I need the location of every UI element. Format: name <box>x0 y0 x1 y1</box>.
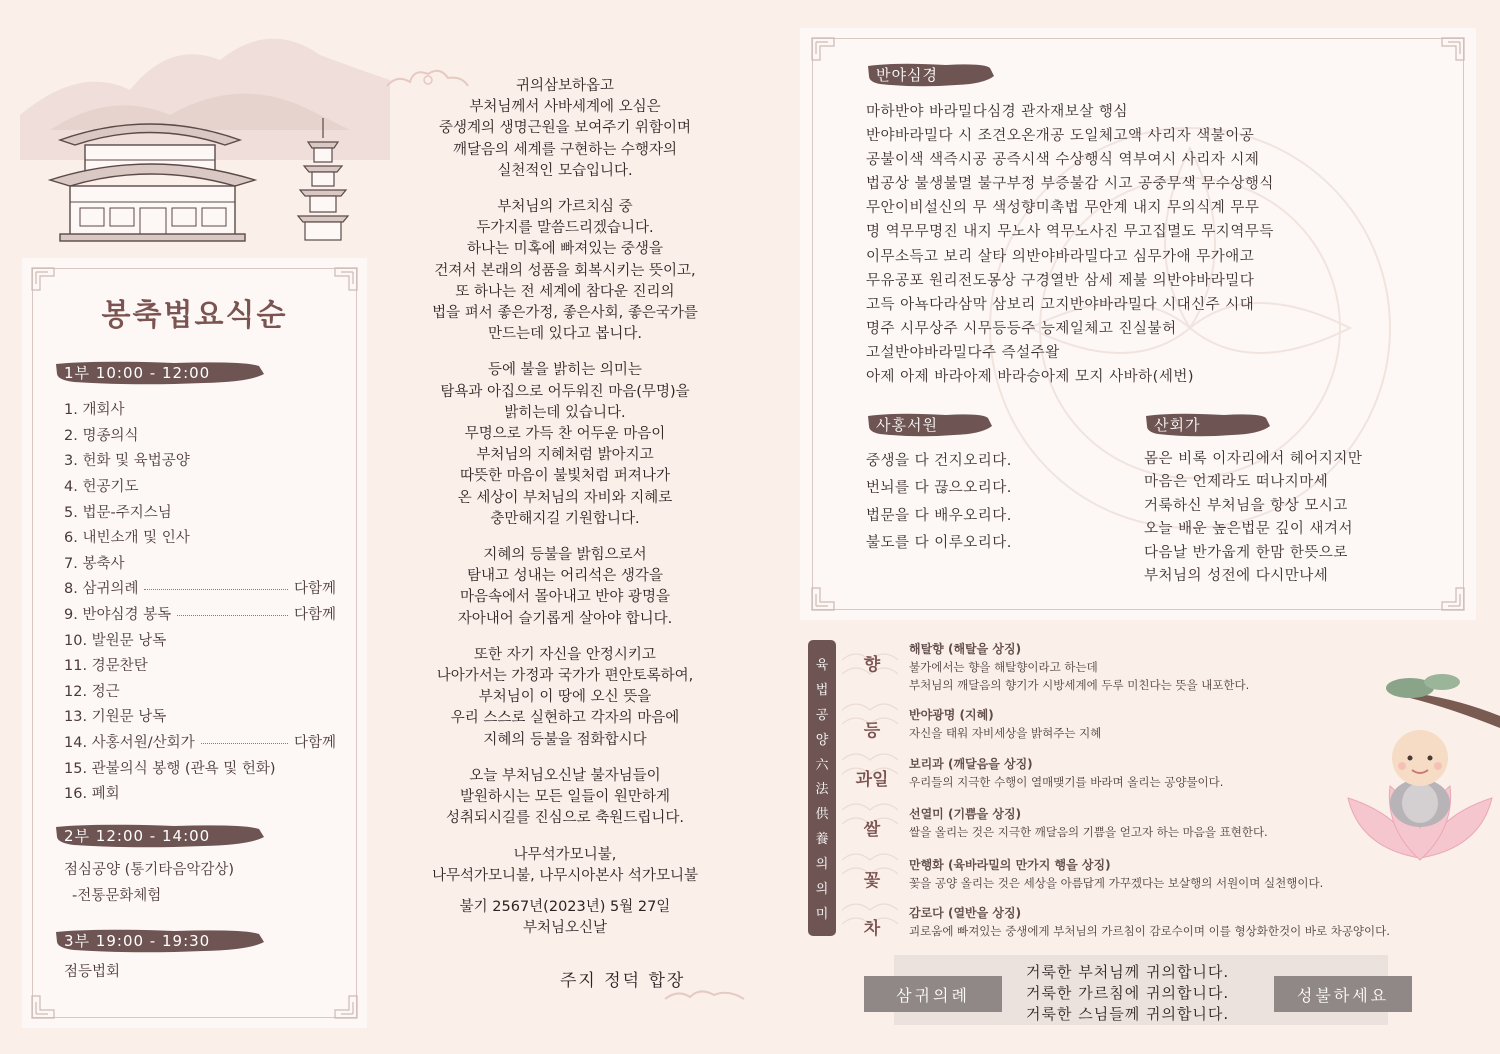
message-paragraph <box>400 197 730 345</box>
offering-description <box>909 773 1223 791</box>
message-line: 부처님의 지혜처럼 밝아지고 <box>476 447 654 464</box>
offerings-title-char: 의 <box>815 882 829 898</box>
song-line: 거룩하신 부처님을 항상 모시고 <box>1144 497 1348 514</box>
message-line: 오늘 부처님오신날 불자님들이 <box>469 767 661 784</box>
message-line: 부처님오신날 <box>522 920 608 937</box>
message-line: 깨달음의 세계를 구현하는 수행자의 <box>453 141 677 158</box>
offering-heading: 반야광명 (지혜) <box>909 708 994 722</box>
list-item: 11. 경문찬탄 <box>64 658 148 675</box>
list-item: 7. 봉축사 <box>64 555 125 572</box>
song-line: 몸은 비록 이자리에서 헤어지지만 <box>1144 451 1363 467</box>
sutra-line: 명 역무무명진 내지 무노사 역무노사진 무고집멸도 무지역무득 <box>866 224 1274 241</box>
vows-badge <box>866 412 994 438</box>
message-line: 중생계의 생명근원을 보여주기 위함이며 <box>439 120 691 137</box>
list-item: 9. 반야심경 봉독 다함께 <box>64 607 336 624</box>
program-list <box>64 396 336 806</box>
offerings-title-char: 의 <box>815 857 829 873</box>
list-item: 3. 헌화 및 육법공양 <box>64 453 190 470</box>
offering-description <box>909 823 1268 841</box>
song-line: 다음날 반가웁게 한맘 한뜻으로 <box>1144 544 1348 561</box>
message-paragraph <box>400 897 730 939</box>
part1-label: 1부 10:00 - 12:00 <box>64 364 211 382</box>
message-paragraph <box>400 766 730 830</box>
part2-label: 2부 12:00 - 14:00 <box>64 827 211 845</box>
offering-description-line: 쌀을 올리는 것은 지극한 깨달음의 기쁨을 얻고자 하는 마음을 표현한다. <box>909 825 1268 839</box>
offering-description <box>909 922 1390 940</box>
offerings-title-char: 養 <box>815 832 829 848</box>
offering-heading: 만행화 (육바라밀의 만가지 행을 상징) <box>909 858 1111 872</box>
message-line: 법을 펴서 좋은가정, 좋은사회, 좋은국가를 <box>432 305 698 322</box>
message-line: 만드는데 있다고 봅니다. <box>488 326 642 343</box>
message-line: 우리 스스로 실현하고 각자의 마음에 <box>450 710 680 727</box>
sutra-badge <box>866 62 996 88</box>
sutra-line: 아제 아제 바라아제 바라승아제 모지 사바하(세번) <box>866 369 1194 386</box>
message-line: 부처님께서 사바세계에 오심은 <box>469 99 661 116</box>
message-line: 등에 불을 밝히는 의미는 <box>488 362 642 379</box>
offering-description-line: 자신을 태워 자비세상을 밝혀주는 지혜 <box>909 726 1102 740</box>
offerings-title-char: 법 <box>815 682 829 698</box>
message-line: 탐욕과 아집으로 어두워진 마음(무명)을 <box>440 383 690 400</box>
message-line: 실천적인 모습입니다. <box>497 162 633 179</box>
cloud-ornament <box>660 985 750 1009</box>
vow-line: 법문을 다 배우오리다. <box>866 507 1012 524</box>
offering-heading: 선열미 (기쁨을 상징) <box>909 807 1022 821</box>
offering-description <box>909 874 1323 892</box>
part2-line: -전통문화체험 <box>72 888 162 904</box>
sutra-line: 무안이비설신의 무 색성향미촉법 무안계 내지 무의식계 무무 <box>866 200 1260 217</box>
message-paragraph <box>400 645 730 751</box>
blessing-button: 성불하세요 <box>1274 976 1412 1012</box>
offerings-title-char: 공 <box>815 707 829 723</box>
corner-ornament-icon <box>1440 36 1466 62</box>
offerings-title-char: 양 <box>815 732 829 748</box>
list-item: 5. 법문-주지스님 <box>64 504 172 521</box>
sutra-line: 마하반야 바라밀다심경 관자재보살 행심 <box>866 104 1128 120</box>
corner-ornament-icon <box>1440 586 1466 612</box>
part1-badge <box>54 360 266 386</box>
message-line: 건져서 본래의 성품을 회복시키는 뜻이고, <box>434 262 696 279</box>
sutra-line: 법공상 불생불멸 불구부정 부증불감 시고 공중무색 무수상행식 <box>866 176 1274 193</box>
offering-row <box>850 904 1450 950</box>
message-line: 탐내고 성내는 어리석은 생각을 <box>467 568 663 585</box>
list-item: 13. 기원문 낭독 <box>64 709 167 726</box>
offering-symbol: 쌀 <box>863 820 881 840</box>
message-line: 지혜의 등불을 점화합시다 <box>483 731 647 748</box>
corner-ornament-icon <box>333 994 359 1020</box>
part3-line: 점등법회 <box>64 964 121 980</box>
offering-description <box>909 658 1249 694</box>
refuge-line: 거룩한 부처님께 귀의합니다. <box>1026 963 1230 981</box>
refuge-text <box>1026 962 1229 1025</box>
program-card <box>22 258 367 1028</box>
list-item: 4. 헌공기도 <box>64 479 139 496</box>
list-item: 1. 개회사 <box>64 402 125 419</box>
message-line: 자아내어 슬기롭게 살아야 합니다. <box>457 610 673 627</box>
sutra-line: 명주 시무상주 시무등등주 능제일체고 진실불허 <box>866 320 1177 337</box>
corner-ornament-icon <box>333 266 359 292</box>
list-item: 12. 정근 <box>64 683 120 700</box>
offering-heading: 해탈향 (해탈을 상징) <box>909 642 1022 656</box>
offering-heading: 감로다 (열반을 상징) <box>909 906 1022 920</box>
offering-symbol: 꽃 <box>863 871 881 891</box>
offerings-title-char: 육 <box>815 657 829 673</box>
message-line: 무명으로 가득 찬 어두운 마음이 <box>464 426 666 443</box>
greeting-message <box>400 76 730 954</box>
part2-line: 점심공양 (통기타음악감상) <box>64 862 234 878</box>
monk-on-lotus-illustration <box>1340 668 1500 863</box>
sutra-label: 반야심경 <box>876 66 938 84</box>
message-line: 충만해지길 기원합니다. <box>490 510 640 527</box>
offerings-title-char: 供 <box>815 807 829 823</box>
message-paragraph <box>400 360 730 530</box>
message-line: 부처님이 이 땅에 오신 뜻을 <box>478 689 652 706</box>
offerings-title-char: 法 <box>815 782 829 798</box>
list-item: 10. 발원문 낭독 <box>64 632 167 649</box>
message-line: 밝히는데 있습니다. <box>504 404 626 421</box>
message-line: 따뜻한 마음이 불빛처럼 퍼져나가 <box>460 468 670 485</box>
refuge-ritual-button: 삼귀의례 <box>864 976 1002 1012</box>
offerings-title-char: 六 <box>815 757 829 773</box>
offering-description-line: 불가에서는 향을 해탈향이라고 하는데 <box>909 660 1098 674</box>
sutra-line: 반야바라밀다 시 조견오온개공 도일체고액 사리자 색불이공 <box>866 128 1255 145</box>
program-title: 봉축법요식순 <box>101 298 288 333</box>
message-line: 또한 자기 자신을 안정시키고 <box>474 646 656 663</box>
list-item: 6. 내빈소개 및 인사 <box>64 530 190 547</box>
vows-label: 사홍서원 <box>876 416 938 434</box>
signature: 주지 정덕 합장 <box>560 971 686 991</box>
refuge-line: 거룩한 가르침에 귀의합니다. <box>1026 984 1230 1002</box>
list-item: 8. 삼귀의례 다함께 <box>64 581 336 598</box>
song-line: 부처님의 성전에 다시만나세 <box>1144 568 1329 585</box>
list-item: 16. 폐회 <box>64 786 120 803</box>
message-line: 또 하나는 전 세계에 참다운 진리의 <box>455 283 675 300</box>
list-item: 2. 명종의식 <box>64 427 139 444</box>
part2-badge <box>54 823 266 849</box>
sutra-card <box>800 28 1476 620</box>
list-item: 14. 사홍서원/산회가 다함께 <box>64 735 336 752</box>
offering-heading: 보리과 (깨달음을 상징) <box>909 757 1033 771</box>
offerings-title <box>808 640 836 936</box>
message-line: 귀의삼보하옵고 <box>515 78 615 94</box>
vow-line: 불도를 다 이루오리다. <box>866 534 1012 551</box>
sutra-line: 고설반야바라밀다주 즉설주왈 <box>866 344 1060 361</box>
corner-ornament-icon <box>810 36 836 62</box>
sutra-line: 이무소득고 보리 살타 의반야바라밀다고 심무가애 무가애고 <box>866 248 1255 265</box>
song-label: 산회가 <box>1154 416 1201 434</box>
corner-ornament-icon <box>810 586 836 612</box>
message-paragraph <box>400 76 730 182</box>
offering-description-line: 부처님의 깨달음의 향기가 시방세계에 두루 미친다는 뜻을 내포한다. <box>909 678 1250 692</box>
corner-ornament-icon <box>30 266 56 292</box>
sutra-text <box>866 100 1274 389</box>
vow-line: 중생을 다 건지오리다. <box>866 453 1012 469</box>
message-line: 하나는 미혹에 빠져있는 중생을 <box>467 241 663 258</box>
offering-symbol: 차 <box>863 919 881 939</box>
offerings-title-char: 미 <box>815 906 829 922</box>
corner-ornament-icon <box>30 994 56 1020</box>
offering-description-line: 우리들의 지극한 수행이 열매맺기를 바라며 올리는 공양물이다. <box>909 775 1224 789</box>
message-line: 두가지를 말씀드리겠습니다. <box>476 220 654 237</box>
sutra-line: 공불이색 색즉시공 공즉시색 수상행식 역부여시 사리자 시제 <box>866 152 1260 169</box>
song-line: 마음은 언제라도 떠나지마세 <box>1144 474 1329 491</box>
part3-label: 3부 19:00 - 19:30 <box>64 932 211 950</box>
offering-description-line: 괴로움에 빠져있는 중생에게 부처님의 가르침이 감로수이며 이를 형상화한것이 바로 차공양이다. <box>909 924 1390 938</box>
message-line: 지혜의 등불을 밝힘으로서 <box>483 547 647 564</box>
offering-symbol: 과일 <box>855 770 889 790</box>
offering-symbol: 등 <box>863 721 881 741</box>
message-line: 나무석가모니불, 나무시아본사 석가모니불 <box>432 867 698 884</box>
offering-symbol: 향 <box>863 655 881 675</box>
message-line: 성취되시길를 진심으로 축원드립니다. <box>446 810 684 827</box>
message-line: 마음속에서 몰아내고 반야 광명을 <box>460 589 670 606</box>
song-text <box>1144 448 1362 588</box>
message-line: 부처님의 가르치심 중 <box>497 199 633 216</box>
offering-description-line: 꽃을 공양 올리는 것은 세상을 아름답게 가꾸겠다는 보살행의 서원이며 실천행이다. <box>909 876 1324 890</box>
refuge-line: 거룩한 스님들께 귀의합니다. <box>1026 1005 1230 1023</box>
message-paragraph <box>400 545 730 630</box>
message-line: 불기 2567년(2023년) 5월 27일 <box>459 898 671 915</box>
vows-text <box>866 448 1012 557</box>
message-line: 발원하시는 모든 일들이 원만하게 <box>460 789 670 806</box>
temple-illustration <box>20 20 390 245</box>
message-line: 온 세상이 부처님의 자비와 지혜로 <box>457 489 673 506</box>
message-line: 나무석가모니불, <box>513 846 617 863</box>
song-badge <box>1144 412 1272 438</box>
part3-badge <box>54 928 266 954</box>
message-paragraph <box>400 845 730 887</box>
message-line: 나아가서는 가정과 국가가 편안토록하여, <box>436 668 694 685</box>
list-item: 15. 관불의식 봉행 (관욕 및 헌화) <box>64 760 276 777</box>
vow-line: 번뇌를 다 끊으오리다. <box>866 480 1012 497</box>
sutra-line: 무유공포 원리전도몽상 구경열반 삼세 제불 의반야바라밀다 <box>866 272 1255 289</box>
sutra-line: 고득 아뇩다라삼막 삼보리 고지반야바라밀다 시대신주 시대 <box>866 296 1255 313</box>
song-line: 오늘 배운 높은법문 깊이 새겨서 <box>1144 521 1354 538</box>
offering-description <box>909 724 1101 742</box>
